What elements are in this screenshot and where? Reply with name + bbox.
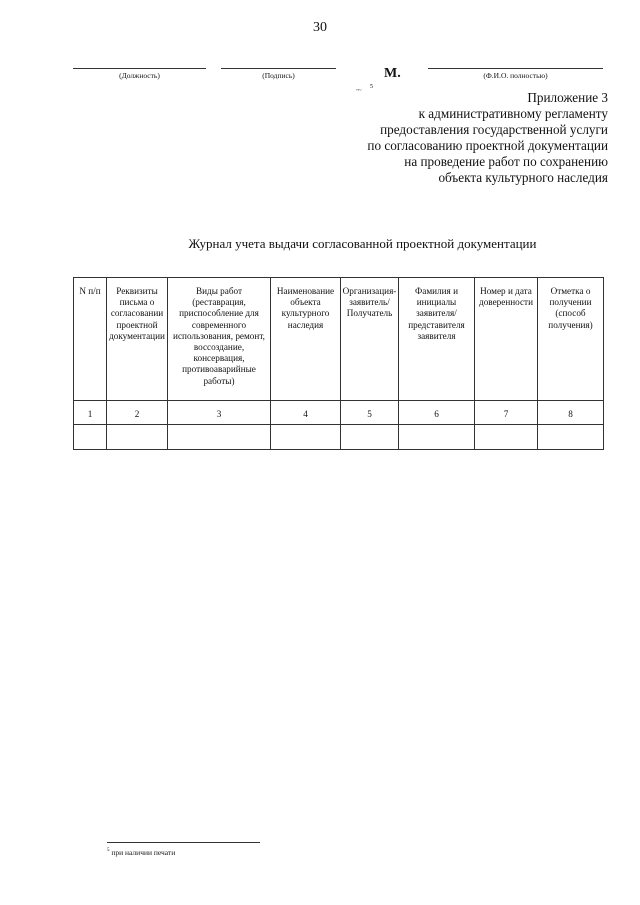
- empty-cell: [341, 425, 399, 450]
- table-header-row: [74, 278, 604, 401]
- empty-cell: [538, 425, 604, 450]
- empty-cell: [271, 425, 341, 450]
- empty-cell: [74, 425, 107, 450]
- position-label: (Должность): [119, 71, 160, 80]
- journal-table: [73, 277, 604, 450]
- footnote-text: при наличии печати: [111, 848, 176, 857]
- appendix-line: к административному регламенту: [418, 106, 608, 121]
- appendix-line: на проведение работ по сохранению: [404, 154, 608, 169]
- header-cell: Отметка о получении (способ получения): [538, 278, 604, 401]
- fio-label: (Ф.И.О. полностью): [483, 71, 548, 80]
- stamp-footnote-ref: 5: [370, 84, 373, 90]
- number-cell: 6: [399, 401, 475, 425]
- page-number: 30: [313, 20, 327, 35]
- appendix-line: по согласованию проектной документации: [367, 138, 608, 153]
- appendix-line: Приложение 3: [527, 90, 608, 105]
- header-cell: Виды работ (реставрация, приспособление для современного использования, ремонт, воссоздание, консервация, противоаварийные работы): [168, 278, 271, 401]
- number-cell: 8: [538, 401, 604, 425]
- stamp-mark: М.: [384, 66, 401, 81]
- footnote-separator: [107, 842, 260, 843]
- header-cell: Фамилия и инициалы заявителя/ представителя заявителя: [399, 278, 475, 401]
- empty-cell: [168, 425, 271, 450]
- stamp-small-mark: ~~: [356, 88, 361, 94]
- number-cell: 3: [168, 401, 271, 425]
- empty-cell: [107, 425, 168, 450]
- appendix-line: предоставления государственной услуги: [380, 122, 608, 137]
- signature-label: (Подпись): [262, 71, 295, 80]
- number-cell: 1: [74, 401, 107, 425]
- header-cell: Номер и дата доверенности: [475, 278, 538, 401]
- fio-line: [428, 68, 603, 69]
- table-number-row: [74, 401, 604, 425]
- appendix-block: [367, 90, 608, 186]
- empty-cell: [475, 425, 538, 450]
- number-cell: 4: [271, 401, 341, 425]
- header-cell: Реквизиты письма о согласовании проектной документации: [107, 278, 168, 401]
- footnote-ref: 5: [107, 848, 110, 853]
- empty-cell: [399, 425, 475, 450]
- appendix-line: объекта культурного наследия: [438, 170, 608, 185]
- header-cell: Организация-заявитель/ Получатель: [341, 278, 399, 401]
- position-line: [73, 68, 206, 69]
- number-cell: 2: [107, 401, 168, 425]
- number-cell: 7: [475, 401, 538, 425]
- number-cell: 5: [341, 401, 399, 425]
- journal-title: Журнал учета выдачи согласованной проектной документации: [188, 236, 537, 251]
- footnote: [107, 848, 175, 857]
- signature-line: [221, 68, 336, 69]
- header-cell: Наименование объекта культурного наследия: [271, 278, 341, 401]
- table-row: [74, 425, 604, 450]
- header-cell: N п/п: [74, 278, 107, 401]
